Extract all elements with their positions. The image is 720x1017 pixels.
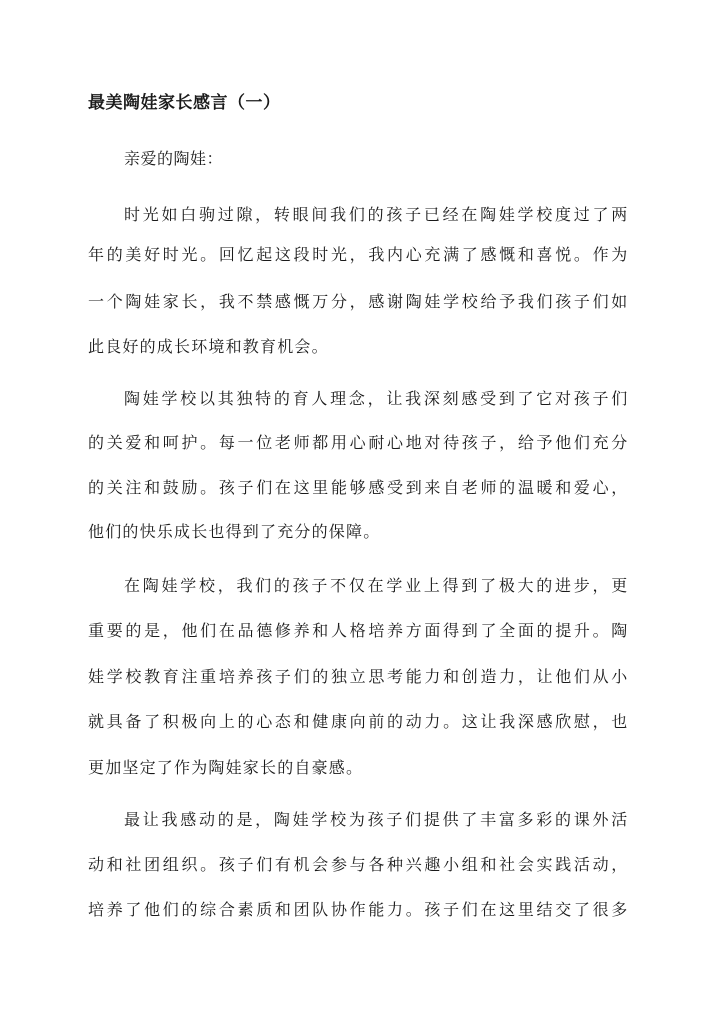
paragraph-3-line-2: 重要的是，他们在品德修养和人格培养方面得到了全面的提升。陶 bbox=[88, 621, 631, 640]
document-title: 最美陶娃家长感言（一） bbox=[88, 93, 281, 113]
paragraph-2-line-3: 的关注和鼓励。孩子们在这里能够感受到来自老师的温暖和爱心， bbox=[88, 478, 631, 497]
paragraph-4-line-1: 最让我感动的是，陶娃学校为孩子们提供了丰富多彩的课外活 bbox=[124, 810, 631, 829]
paragraph-3-line-1: 在陶娃学校，我们的孩子不仅在学业上得到了极大的进步，更 bbox=[124, 576, 631, 595]
paragraph-4-line-2: 动和社团组织。孩子们有机会参与各种兴趣小组和社会实践活动， bbox=[88, 855, 631, 874]
paragraph-4-line-3: 培养了他们的综合素质和团队协作能力。孩子们在这里结交了很多 bbox=[88, 900, 631, 919]
paragraph-1-line-2: 年的美好时光。回忆起这段时光，我内心充满了感慨和喜悦。作为 bbox=[88, 245, 631, 264]
salutation: 亲爱的陶娃： bbox=[124, 149, 224, 168]
paragraph-2-line-4: 他们的快乐成长也得到了充分的保障。 bbox=[88, 522, 381, 541]
paragraph-3-line-3: 娃学校教育注重培养孩子们的独立思考能力和创造力，让他们从小 bbox=[88, 667, 631, 686]
paragraph-2-line-2: 的关爱和呵护。每一位老师都用心耐心地对待孩子，给予他们充分 bbox=[88, 433, 631, 452]
paragraph-3-line-4: 就具备了积极向上的心态和健康向前的动力。这让我深感欣慰，也 bbox=[88, 712, 631, 731]
paragraph-3-line-5: 更加坚定了作为陶娃家长的自豪感。 bbox=[88, 758, 364, 777]
paragraph-1-line-4: 此良好的成长环境和教育机会。 bbox=[88, 337, 329, 356]
paragraph-1-line-1: 时光如白驹过隙，转眼间我们的孩子已经在陶娃学校度过了两 bbox=[124, 205, 631, 224]
paragraph-2-line-1: 陶娃学校以其独特的育人理念，让我深刻感受到了它对孩子们 bbox=[124, 389, 631, 408]
paragraph-1-line-3: 一个陶娃家长，我不禁感慨万分，感谢陶娃学校给予我们孩子们如 bbox=[88, 292, 631, 311]
